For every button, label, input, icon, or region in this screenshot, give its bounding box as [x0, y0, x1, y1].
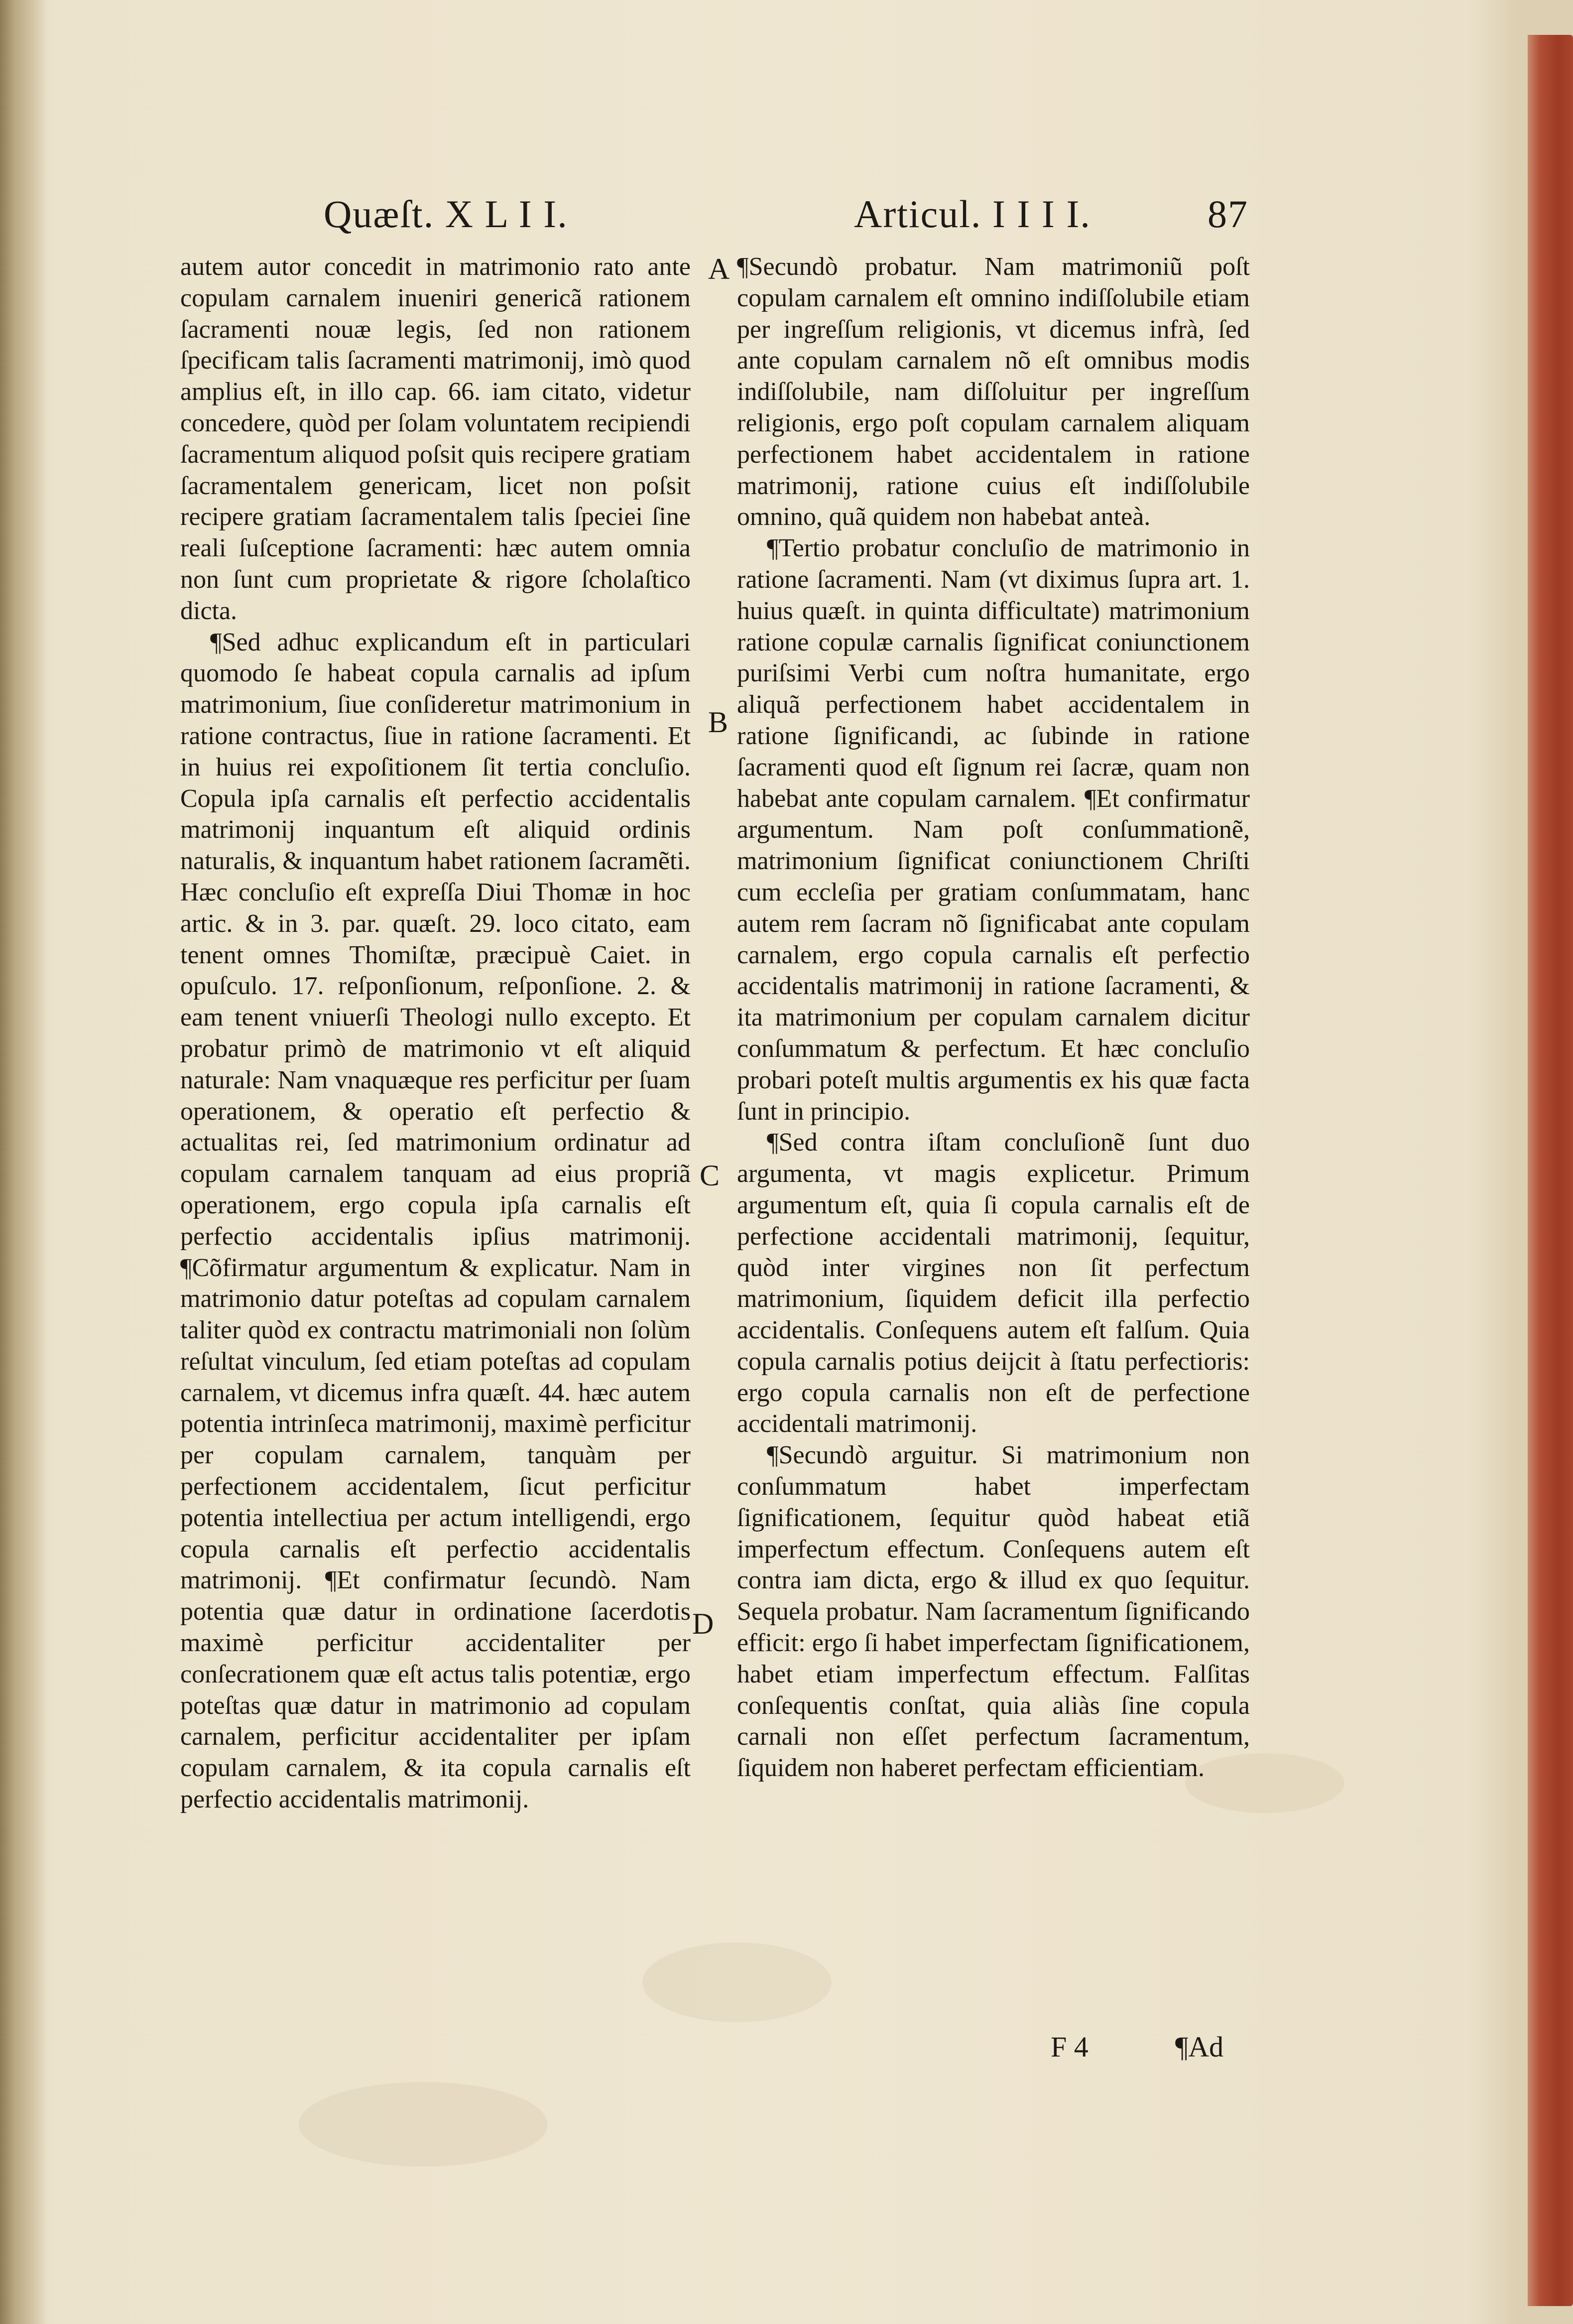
right-text-column — [737, 252, 1250, 1784]
catchword: ¶Ad — [1175, 2031, 1224, 2063]
left-text-column — [180, 252, 691, 1815]
right-paragraph-4: ¶Secundò arguitur. Si matrimonium non conſummatum habet imperfectam ſignificationem, ſequitur quòd habeat etiã imperfectum effectum. Conſequens autem eſt contra iam dicta, ergo & illud ex quo ſequitur. Sequela probatur. Nam ſacramentum ſignificando efficit: ergo ſi habet imperfectam ſignificationem, habet etiam imperfectum effectum. Falſitas conſequentis conſtat, quia aliàs ſine copula carnali non eſſet perfectum ſacramentum, ſiquidem non haberet perfectam efficientiam. — [737, 1441, 1250, 1783]
right-paragraph-3: ¶Sed contra iſtam concluſionẽ ſunt duo argumenta, vt magis explicetur. Primum argumentum eſt, quia ſi copula carnalis eſt de perfectione accidentali matrimonij, ſequitur, quòd inter virgines non ſit perfectum matrimonium, ſiquidem deficit illa perfectio accidentalis. Conſequens autem eſt falſum. Quia copula carnalis potius deijcit à ſtatu perfectioris: ergo copula carnalis non eſt de perfectione accidentali matrimonij. — [737, 1128, 1250, 1438]
left-paragraph-1: autem autor concedit in matrimonio rato ante copulam carnalem inueniri genericã rationem ſacramenti nouæ legis, ſed non rationem ſpecificam talis ſacramenti matrimonij, imò quod amplius eſt, in illo cap. 66. iam citato, videtur concedere, quòd per ſolam voluntatem recipiendi ſacramentum aliquod poſsit quis recipere gratiam ſacramentalem genericam, licet non poſsit recipere gratiam ſacramentalem talis ſpeciei ſine reali ſuſceptione ſacramenti: hæc autem omnia non ſunt cum proprietate & rigore ſcholaſtico dicta. — [180, 253, 691, 625]
margin-marker-c: C — [700, 1159, 720, 1192]
running-head-center: Articul. I I I I. — [854, 192, 1091, 236]
left-paragraph-2: ¶Sed adhuc explicandum eſt in particulari quomodo ſe habeat copula carnalis ad ipſum matrimonium, ſiue conſideretur matrimonium in ratione contractus, ſiue in ratione ſacramenti. Et in huius rei expoſitionem ſit tertia concluſio. Copula ipſa carnalis eſt perfectio accidentalis matrimonij inquantum eſt aliquid ordinis naturalis, & inquantum habet rationem ſacramẽti. Hæc concluſio eſt expreſſa Diui Thomæ in hoc artic. & in 3. par. quæſt. 29. loco citato, eam tenent omnes Thomiſtæ, præcipuè Caiet. in opuſculo. 17. reſponſionum, reſponſione. 2. & eam tenent vniuerſi Theologi nullo excepto. Et probatur primò de matrimonio vt eſt aliquid naturale: Nam vnaquæque res perficitur per ſuam operationem, & operatio eſt perfectio & actualitas rei, ſed matrimonium ordinatur ad copulam carnalem tanquam ad eius propriã operationem, ergo copula ipſa carnalis eſt perfectio accidentalis ipſius matrimonij. ¶Cõfirmatur argumentum & explicatur. Nam in matrimonio datur poteſtas ad copulam carnalem taliter quòd ex contractu matrimoniali non ſolùm reſultat vinculum, ſed etiam poteſtas ad copulam carnalem, vt dicemus infra quæſt. 44. hæc autem potentia intrinſeca matrimonij, maximè perficitur per copulam carnalem, tanquàm per perfectionem accidentalem, ſicut perficitur potentia intellectiua per actum intelligendi, ergo copula carnalis eſt perfectio accidentalis matrimonij. ¶Et confirmatur ſecundò. Nam potentia quæ datur in ordinatione ſacerdotis maximè perficitur accidentaliter per conſecrationem quæ eſt actus talis potentiæ, ergo poteſtas quæ datur in matrimonio ad copulam carnalem, perficitur accidentaliter per ipſam copulam carnalem, & ita copula carnalis eſt perfectio accidentalis matrimonij. — [180, 628, 691, 1814]
page-number: 87 — [1208, 192, 1248, 236]
margin-marker-a: A — [708, 253, 730, 285]
paper-stain — [299, 2082, 548, 2167]
margin-marker-b: B — [708, 706, 728, 739]
running-head-left: Quæſt. X L I I. — [324, 192, 568, 236]
gutter-shadow — [0, 0, 47, 2324]
margin-marker-d: D — [692, 1607, 714, 1640]
signature-mark: F 4 — [1051, 2031, 1089, 2063]
red-page-edge — [1528, 35, 1573, 2306]
right-paragraph-2: ¶Tertio probatur concluſio de matrimonio in ratione ſacramenti. Nam (vt diximus ſupra art. 1. huius quæſt. in quinta difficultate) matrimonium ratione copulæ carnalis ſignificat coniunctionem puriſsimi Verbi cum noſtra humanitate, ergo aliquã perfectionem habet accidentalem in ratione ſignificandi, ac ſubinde in ratione ſacramenti quod eſt ſignum rei ſacræ, quam non habebat ante copulam carnalem. ¶Et confirmatur argumentum. Nam poſt conſummationẽ, matrimonium ſignificat coniunctionem Chriſti cum eccleſia per gratiam conſummatam, hanc autem rem ſacram nõ ſignificabat ante copulam carnalem, ergo copula carnalis eſt perfectio accidentalis matrimonij in ratione ſacramenti, & ita matrimonium per copulam carnalem dicitur conſummatum & perfectum. Et hæc concluſio probari poteſt multis argumentis ex his quæ facta ſunt in principio. — [737, 534, 1250, 1126]
right-paragraph-1: ¶Secundò probatur. Nam matrimoniũ poſt copulam carnalem eſt omnino indiſſolubile etiam per ingreſſum religionis, vt dicemus infrà, ſed ante copulam carnalem nõ eſt omnibus modis indiſſolubile, nam diſſoluitur per ingreſſum religionis, ergo poſt copulam carnalem aliquam perfectionem habet accidentalem in ratione matrimonij, ratione cuius eſt indiſſolubile omnino, quã quidem non habebat anteà. — [737, 253, 1250, 531]
paper-stain — [642, 1942, 832, 2022]
